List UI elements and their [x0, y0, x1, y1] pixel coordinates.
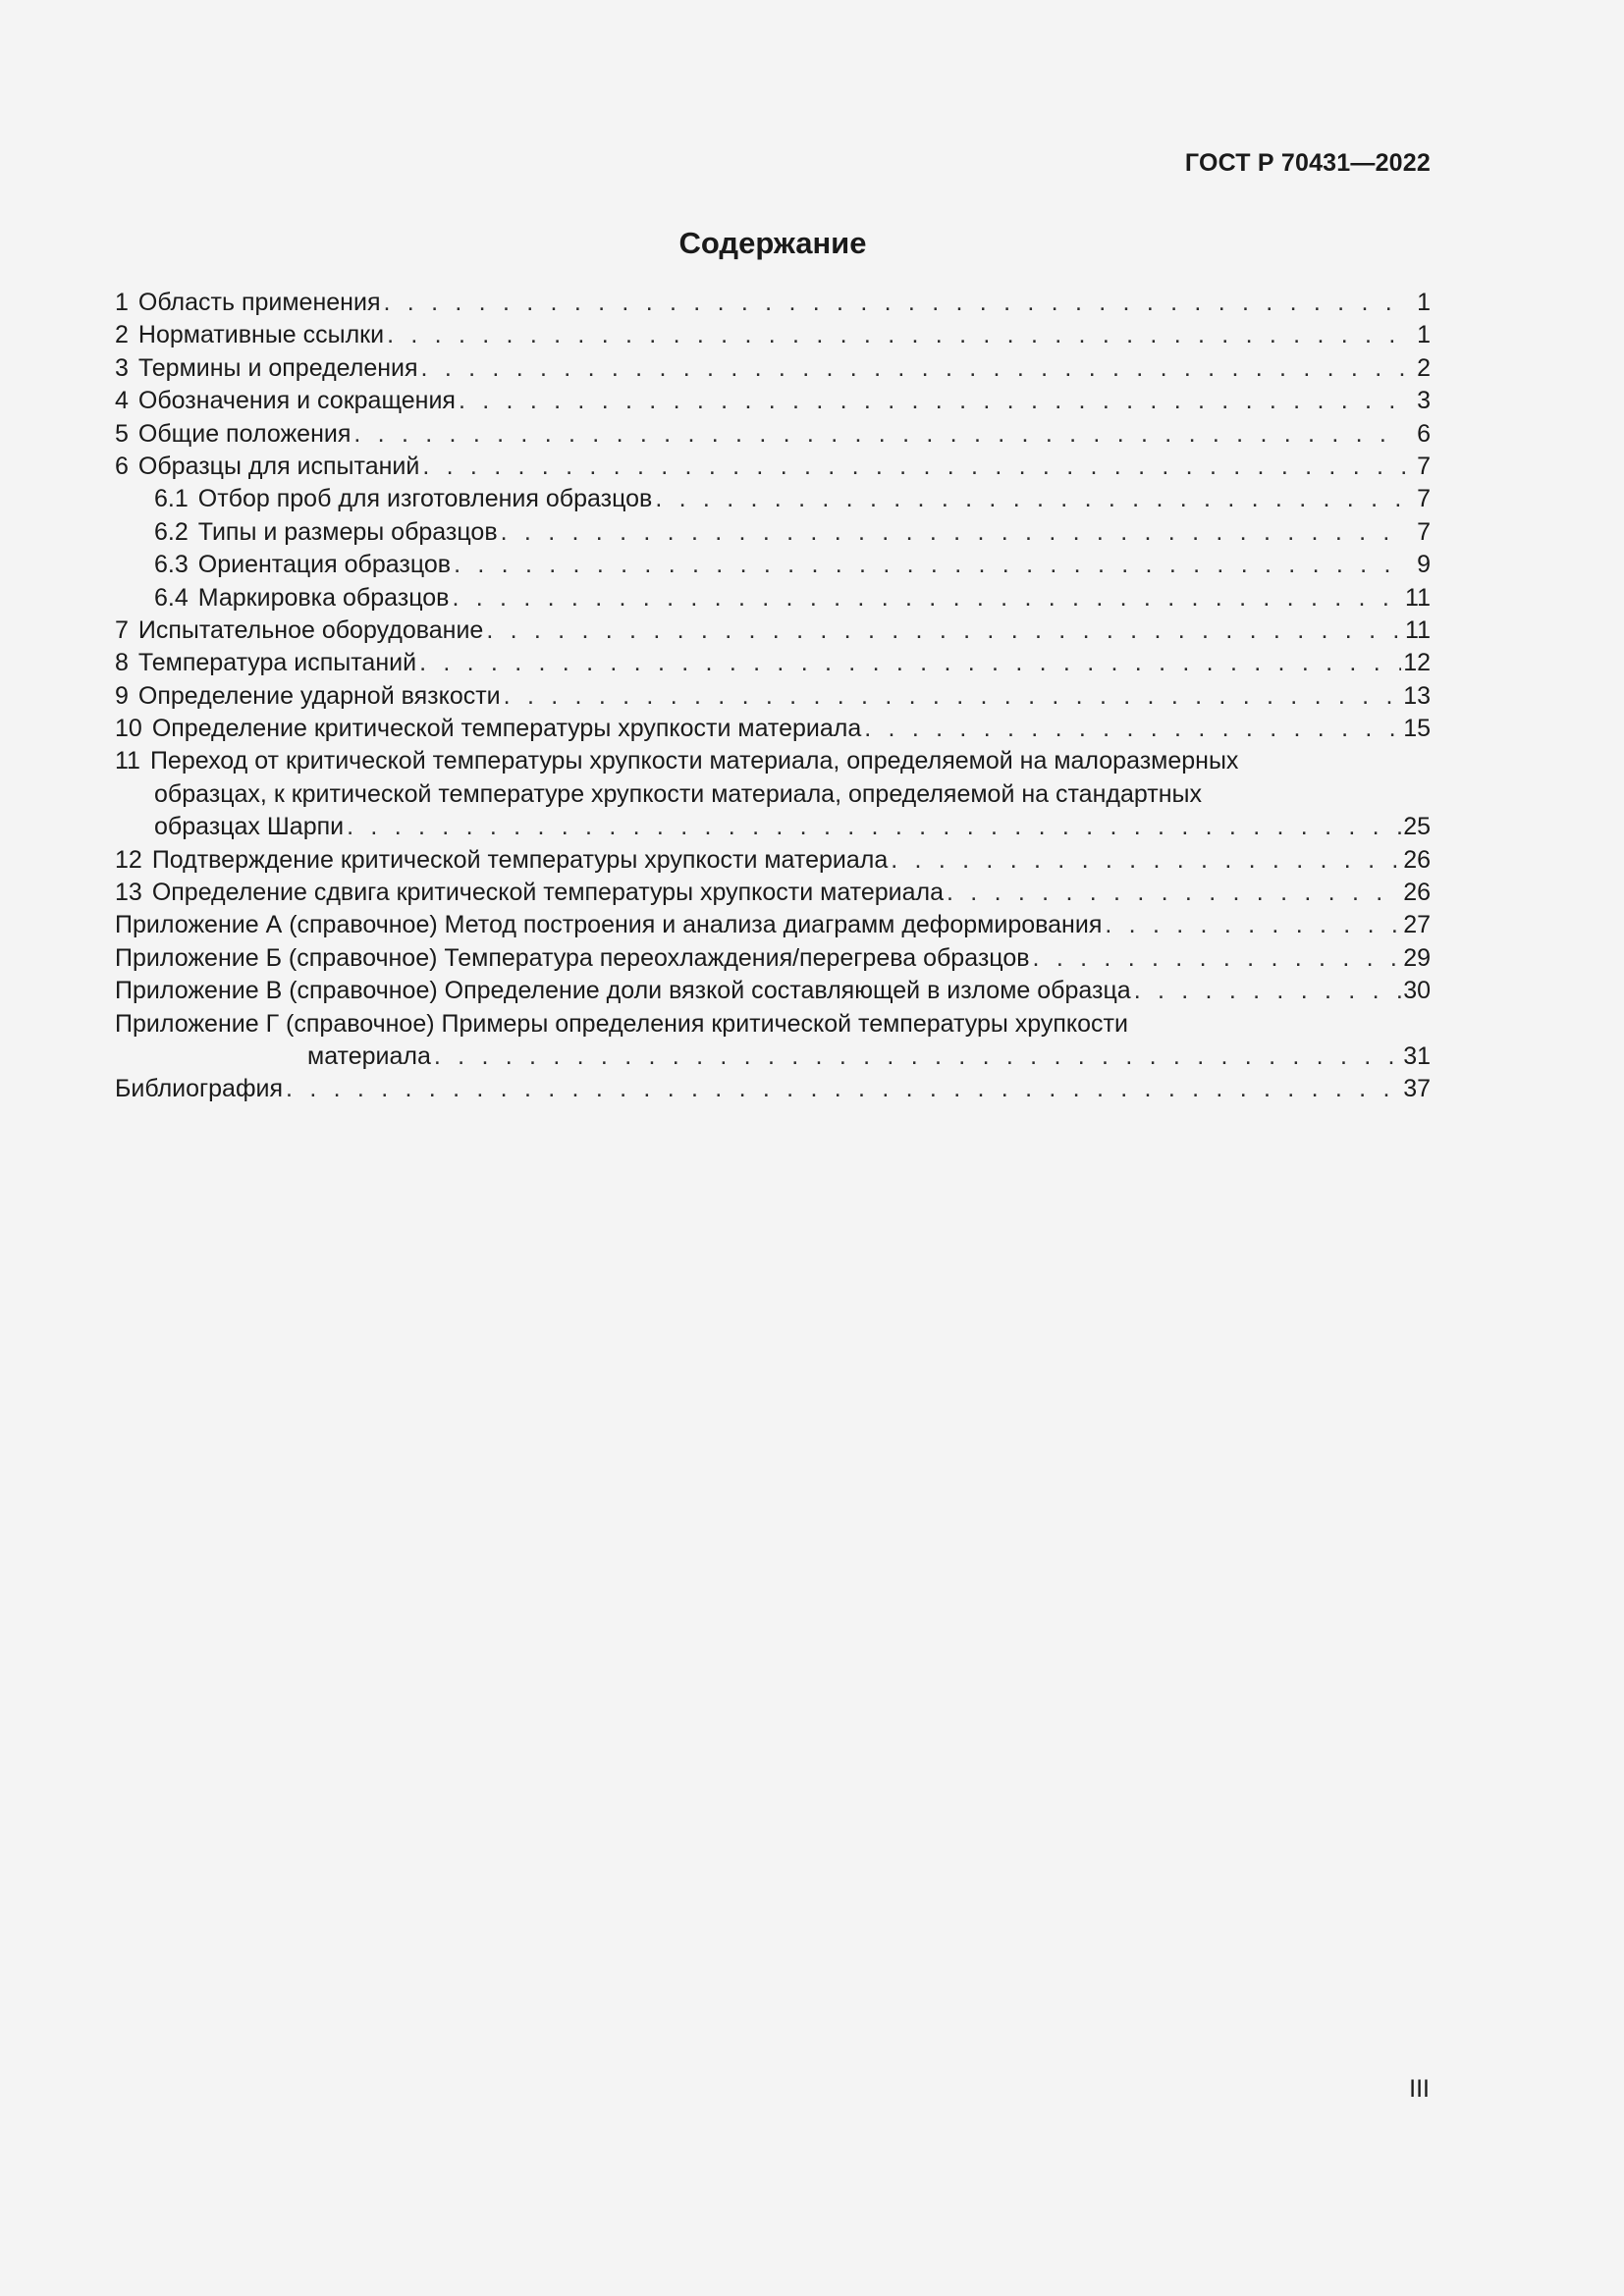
- toc-label: Обозначения и сокращения: [137, 387, 456, 415]
- toc-label: Определение критической температуры хрупкости материала: [151, 715, 862, 743]
- toc-number: 6: [115, 452, 129, 480]
- toc-entry-12[interactable]: [115, 844, 1431, 877]
- toc-number: 6.1: [154, 485, 189, 513]
- toc-number: 11: [115, 747, 140, 775]
- leader-dots: [864, 713, 1401, 745]
- leader-dots: [504, 680, 1402, 713]
- toc-label: Приложение В (справочное) Определение доли вязкой составляющей в изломе образца: [115, 977, 1131, 1005]
- toc-label: Определение сдвига критической температуры хрупкости материала: [151, 879, 945, 907]
- toc-page: 2: [1417, 353, 1431, 382]
- toc-number: 3: [115, 353, 129, 382]
- toc-label: Маркировка образцов: [197, 583, 450, 612]
- toc-page: 37: [1403, 1075, 1431, 1103]
- toc-label: Приложение Г (справочное) Примеры определения критической температуры хрупкости: [115, 1009, 1128, 1038]
- toc-label: Область применения: [137, 289, 381, 316]
- leader-dots: [486, 614, 1403, 647]
- toc-number: 2: [115, 321, 129, 349]
- leader-dots: [501, 516, 1405, 549]
- toc-label: Ориентация образцов: [197, 551, 452, 579]
- toc-label: Приложение А (справочное) Метод построения и анализа диаграмм деформирования: [115, 911, 1103, 939]
- toc-page: 6: [1417, 419, 1431, 448]
- toc-label: Типы и размеры образцов: [197, 517, 498, 546]
- toc-page: 1: [1417, 289, 1431, 316]
- leader-dots: [1033, 942, 1402, 975]
- toc-label: Термины и определения: [137, 353, 418, 382]
- toc-entry-9[interactable]: [115, 680, 1431, 713]
- toc-page: 11: [1405, 583, 1431, 612]
- toc-entry-13[interactable]: [115, 877, 1431, 909]
- toc-label: Общие положения: [137, 419, 352, 448]
- toc-bibliography[interactable]: [115, 1073, 1431, 1105]
- leader-dots: [1134, 975, 1402, 1007]
- toc-appendix-g[interactable]: [115, 1008, 1431, 1074]
- toc-page: 1: [1417, 321, 1431, 349]
- toc-page: 7: [1417, 517, 1431, 546]
- toc-page: 25: [1403, 813, 1431, 841]
- toc-label: Отбор проб для изготовления образцов: [197, 485, 653, 513]
- toc-page: 26: [1403, 879, 1431, 907]
- leader-dots: [452, 582, 1403, 614]
- toc-entry-6-3[interactable]: [115, 549, 1431, 581]
- toc-entry-4[interactable]: [115, 385, 1431, 417]
- leader-dots: [419, 647, 1401, 679]
- toc-page: 7: [1417, 485, 1431, 513]
- toc-title: Содержание: [678, 226, 867, 260]
- toc-entry-3[interactable]: [115, 352, 1431, 385]
- toc-label-continued: образцах, к критической температуре хрупкости материала, определяемой на стандартных: [154, 779, 1202, 808]
- toc-label: Приложение Б (справочное) Температура переохлаждения/перегрева образцов: [115, 943, 1030, 972]
- document-code: ГОСТ Р 70431—2022: [1184, 149, 1431, 177]
- toc-label: Подтверждение критической температуры хрупкости материала: [151, 845, 889, 874]
- table-of-contents: [115, 287, 1431, 1106]
- leader-dots: [347, 811, 1401, 843]
- page-number: III: [1409, 2075, 1430, 2103]
- toc-entry-6-2[interactable]: [115, 516, 1431, 549]
- toc-page: 30: [1403, 977, 1431, 1005]
- toc-appendix-b[interactable]: [115, 942, 1431, 975]
- toc-entry-11[interactable]: [115, 745, 1431, 843]
- toc-number: 5: [115, 419, 129, 448]
- toc-number: 9: [115, 681, 129, 710]
- toc-page: 15: [1403, 715, 1431, 743]
- toc-entry-10[interactable]: [115, 713, 1431, 745]
- toc-number: 13: [115, 879, 142, 907]
- leader-dots: [1105, 909, 1401, 941]
- toc-page: 13: [1403, 681, 1431, 710]
- toc-label: Температура испытаний: [137, 649, 417, 677]
- toc-label-continued: образцах Шарпи: [154, 813, 345, 841]
- toc-label: Испытательное оборудование: [137, 615, 484, 644]
- leader-dots: [459, 385, 1405, 417]
- toc-number: 4: [115, 387, 129, 415]
- toc-appendix-v[interactable]: [115, 975, 1431, 1007]
- toc-number: 6.4: [154, 583, 189, 612]
- toc-label: Переход от критической температуры хрупкости материала, определяемой на малоразмерных: [149, 747, 1239, 775]
- leader-dots: [383, 287, 1405, 319]
- leader-dots: [422, 451, 1405, 483]
- toc-page: 29: [1403, 943, 1431, 972]
- leader-dots: [454, 549, 1405, 581]
- toc-entry-2[interactable]: [115, 319, 1431, 351]
- toc-entry-7[interactable]: [115, 614, 1431, 647]
- toc-number: 6.2: [154, 517, 189, 546]
- toc-number: 6.3: [154, 551, 189, 579]
- leader-dots: [434, 1041, 1401, 1073]
- toc-label: Библиография: [115, 1075, 284, 1103]
- toc-number: 1: [115, 289, 129, 316]
- leader-dots: [421, 352, 1405, 385]
- toc-page: 9: [1417, 551, 1431, 579]
- toc-entry-5[interactable]: [115, 418, 1431, 451]
- leader-dots: [891, 844, 1401, 877]
- toc-label: Образцы для испытаний: [137, 452, 420, 480]
- toc-entry-8[interactable]: [115, 647, 1431, 679]
- toc-appendix-a[interactable]: [115, 909, 1431, 941]
- toc-number: 10: [115, 715, 142, 743]
- toc-entry-6-4[interactable]: [115, 582, 1431, 614]
- leader-dots: [947, 877, 1401, 909]
- toc-number: 7: [115, 615, 129, 644]
- toc-entry-6[interactable]: [115, 451, 1431, 483]
- leader-dots: [387, 319, 1405, 351]
- toc-label: Нормативные ссылки: [137, 321, 385, 349]
- toc-page: 31: [1403, 1041, 1431, 1070]
- toc-page: 7: [1417, 452, 1431, 480]
- leader-dots: [353, 418, 1405, 451]
- toc-page: 27: [1403, 911, 1431, 939]
- toc-page: 11: [1405, 615, 1431, 644]
- toc-page: 12: [1403, 649, 1431, 677]
- toc-label: Определение ударной вязкости: [137, 681, 501, 710]
- leader-dots: [286, 1073, 1401, 1105]
- toc-entry-6-1[interactable]: [115, 483, 1431, 515]
- toc-number: 12: [115, 845, 142, 874]
- toc-label-continued: материала: [307, 1041, 431, 1070]
- toc-entry-1[interactable]: [115, 287, 1431, 319]
- toc-page: 3: [1417, 387, 1431, 415]
- leader-dots: [655, 483, 1405, 515]
- toc-number: 8: [115, 649, 129, 677]
- toc-page: 26: [1403, 845, 1431, 874]
